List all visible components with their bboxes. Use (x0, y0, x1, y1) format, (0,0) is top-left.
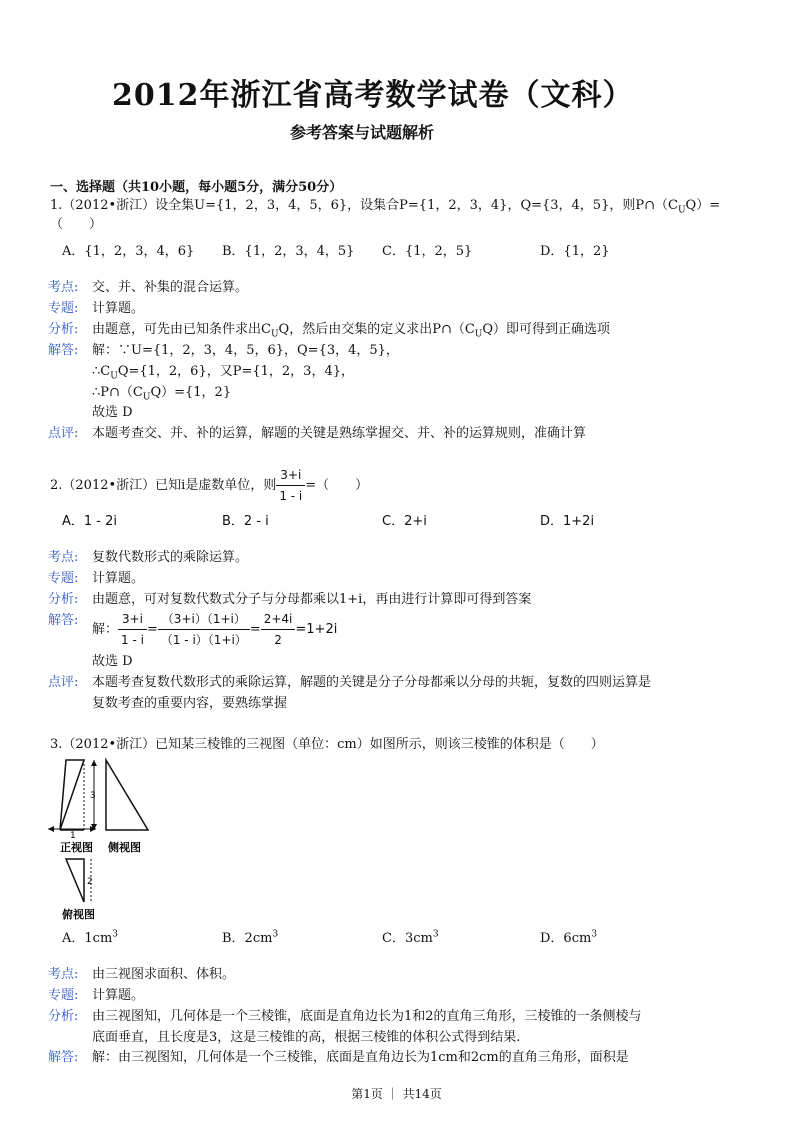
q3-jieda-label: 解答: (48, 1050, 79, 1065)
q3-fenxi-1: 由三视图知，几何体是一个三棱锥，底面是直角边长为1和2的直角三角形，三棱锥的一条侧棱与 (92, 1009, 642, 1024)
q2-conclude: 故选 D (92, 654, 133, 669)
q3-option-d: D．$6cm^3$ (540, 929, 598, 946)
q2-jieda-equation: 解： $\frac{3+i}{1 - i}$ = $\frac{(3+i)(1+i)}{(1 - i)(1+i)}$ = $\frac{2+4i}{2}$ =1+2i (92, 612, 338, 647)
q2-jieda-frac-2: $\frac{(3+i)(1+i)}{(1 - i)(1+i)}$ (158, 610, 250, 649)
q3-option-c: C．$3cm^3$ (382, 929, 439, 946)
front-view-label: 正视图 (60, 841, 93, 854)
width-dimension-text: 1 (70, 831, 76, 841)
q1-dianping: 本题考查交、并、补的运算，解题的关键是熟练掌握交、并、补的运算规则，准确计算 (92, 426, 587, 441)
q1-option-d: D．{1，2} (540, 244, 610, 259)
q2-option-b: B．2 - i (222, 514, 269, 529)
q2-stem: 2.（2012•浙江）已知i是虚数单位，则 $\frac{3+i}{1 - i}$ =（ ） (50, 468, 369, 503)
q1-dianping-label: 点评: (48, 426, 79, 441)
q3-jieda: 解：由三视图知，几何体是一个三棱锥，底面是直角边长为1cm和2cm的直角三角形，面积是 (92, 1050, 629, 1065)
q2-option-a: A．1 - 2i (62, 514, 118, 529)
q1-jieda-label: 解答: (48, 343, 79, 358)
q3-zhuanti: 计算题。 (92, 988, 145, 1003)
section-heading: 一、选择题（共10小题，每小题5分，满分50分） (50, 180, 343, 195)
q1-fenxi: 由题意，可先由已知条件求出$C_UQ$，然后由交集的定义求出$P\cap(C_UQ)$即可得到正确选项 (92, 322, 611, 340)
side-view-shape (106, 760, 148, 830)
q1-zhuanti: 计算题。 (92, 301, 145, 316)
height-dimension-text: 3 (90, 791, 96, 801)
q1-stem: 1.（2012•浙江）设全集U={1，2，3，4，5，6}，设集合P={1，2，3，4}，Q={3，4，5}，则$P\cap(C_UQ)=$ (50, 198, 721, 216)
q1-jieda-line3: $\therefore P\cap(C_UQ)=\{1$，2} (92, 385, 232, 403)
q1-option-b: B．{1，2，3，4，5} (222, 244, 355, 259)
q1-jieda-line4: 故选 D (92, 405, 133, 420)
q2-option-d: D．1+2i (540, 514, 595, 529)
q3-fenxi-2: 底面垂直，且长度是3，这是三棱锥的高，根据三棱锥的体积公式得到结果. (92, 1030, 521, 1045)
q3-option-b: B．$2cm^3$ (222, 929, 279, 946)
top-view-label: 俯视图 (62, 908, 95, 921)
q1-kaodian-label: 考点: (48, 280, 79, 295)
depth-dimension-text: 2 (87, 877, 93, 887)
page-footer: 第1页 ｜ 共14页 (351, 1087, 442, 1101)
q2-jieda-frac-3: $\frac{2+4i}{2}$ (261, 610, 296, 649)
q1-option-c: C．{1，2，5} (382, 244, 473, 259)
q3-stem: 3.（2012•浙江）已知某三棱锥的三视图（单位：cm）如图所示，则该三棱锥的体积是（ ） (50, 737, 604, 752)
q2-zhuanti-label: 专题: (48, 571, 79, 586)
q1-stem-paren: （ ） (50, 217, 103, 232)
q1-jieda-line2: $\therefore C_UQ=\{1$，2，6}，又P={1，2，3，4}， (92, 364, 354, 382)
side-view-label: 侧视图 (108, 841, 141, 854)
q2-dianping-1: 本题考查复数代数形式的乘除运算，解题的关键是分子分母都乘以分母的共轭，复数的四则运算是 (92, 675, 652, 690)
q3-zhuanti-label: 专题: (48, 988, 79, 1003)
q2-option-c: C．2+i (382, 514, 427, 529)
q2-fenxi-label: 分析: (48, 592, 79, 607)
q2-kaodian-label: 考点: (48, 550, 79, 565)
q2-zhuanti: 计算题。 (92, 571, 145, 586)
three-view-diagram (42, 756, 162, 926)
top-view-shape (66, 859, 84, 902)
page-title: 2012年浙江省高考数学试卷（文科） (112, 78, 634, 113)
q2-fenxi: 由题意，可对复数代数式分子与分母都乘以1+i，再由进行计算即可得到答案 (92, 592, 532, 607)
q1-fenxi-label: 分析: (48, 322, 79, 337)
q2-dianping-2: 复数考查的重要内容，要熟练掌握 (92, 696, 288, 711)
page-subtitle: 参考答案与试题解析 (290, 123, 435, 142)
q2-jieda-label: 解答: (48, 613, 79, 628)
q1-zhuanti-label: 专题: (48, 301, 79, 316)
q3-kaodian-label: 考点: (48, 967, 79, 982)
q3-fenxi-label: 分析: (48, 1009, 79, 1024)
q1-kaodian: 交、并、补集的混合运算。 (92, 280, 249, 295)
q2-dianping-label: 点评: (48, 675, 79, 690)
q3-option-a: A．$1cm^3$ (62, 929, 119, 946)
q2-fraction: $\frac{3+i}{1 - i}$ (276, 466, 305, 505)
q1-option-a: A．{1，2，3，4，6} (62, 244, 195, 259)
q2-kaodian: 复数代数形式的乘除运算。 (92, 550, 249, 565)
q1-jieda-line1: 解：∵U={1，2，3，4，5，6}，Q={3，4，5}， (92, 343, 399, 358)
q3-kaodian: 由三视图求面积、体积。 (92, 967, 236, 982)
q2-jieda-frac-1: $\frac{3+i}{1 - i}$ (118, 610, 147, 649)
front-view-shape (60, 760, 84, 830)
